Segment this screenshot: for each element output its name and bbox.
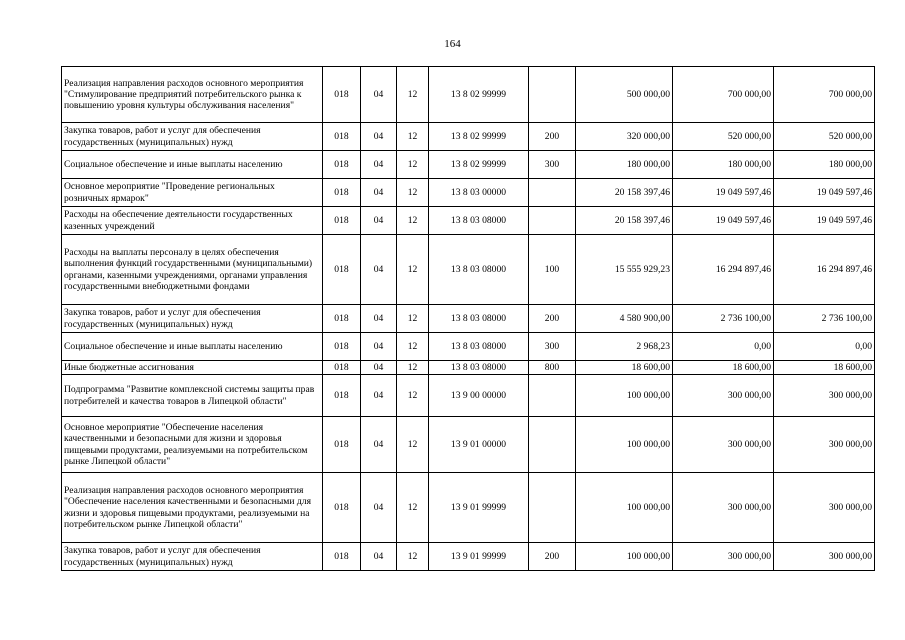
cell-grbs: 018 [323, 235, 361, 305]
cell-amount-year1: 4 580 900,00 [576, 305, 673, 333]
cell-expense-type: 300 [529, 151, 576, 179]
cell-grbs: 018 [323, 151, 361, 179]
cell-target-article: 13 8 03 08000 [429, 361, 529, 375]
table-row [62, 375, 875, 417]
cell-expense-type [529, 67, 576, 123]
cell-subsection: 12 [397, 179, 429, 207]
cell-grbs: 018 [323, 375, 361, 417]
table-row [62, 417, 875, 473]
cell-amount-year1: 20 158 397,46 [576, 207, 673, 235]
cell-amount-year3: 300 000,00 [774, 473, 875, 543]
cell-amount-year1: 180 000,00 [576, 151, 673, 179]
cell-amount-year2: 180 000,00 [673, 151, 774, 179]
table-row [62, 67, 875, 123]
cell-expense-type: 800 [529, 361, 576, 375]
cell-amount-year3: 2 736 100,00 [774, 305, 875, 333]
cell-amount-year3: 300 000,00 [774, 417, 875, 473]
page-number: 164 [444, 38, 461, 50]
cell-grbs: 018 [323, 207, 361, 235]
cell-target-article: 13 8 02 99999 [429, 151, 529, 179]
cell-expense-type [529, 179, 576, 207]
cell-amount-year3: 300 000,00 [774, 375, 875, 417]
cell-expense-type: 200 [529, 123, 576, 151]
cell-section: 04 [361, 179, 397, 207]
cell-subsection: 12 [397, 123, 429, 151]
cell-subsection: 12 [397, 473, 429, 543]
cell-target-article: 13 8 03 08000 [429, 235, 529, 305]
cell-amount-year3: 520 000,00 [774, 123, 875, 151]
cell-target-article: 13 8 03 08000 [429, 333, 529, 361]
cell-amount-year2: 300 000,00 [673, 473, 774, 543]
cell-expense-type [529, 473, 576, 543]
cell-amount-year2: 16 294 897,46 [673, 235, 774, 305]
row-description: Реализация направления расходов основного мероприятия "Обеспечение населения качественными и безопасными для жизни и здоровья пищевыми продуктами, реализуемыми на потребительском рынке Липецкой области" [62, 473, 323, 543]
cell-grbs: 018 [323, 361, 361, 375]
cell-expense-type [529, 417, 576, 473]
cell-section: 04 [361, 417, 397, 473]
table-row [62, 543, 875, 571]
cell-subsection: 12 [397, 235, 429, 305]
table-row [62, 151, 875, 179]
cell-amount-year1: 2 968,23 [576, 333, 673, 361]
row-description: Закупка товаров, работ и услуг для обеспечения государственных (муниципальных) нужд [62, 543, 323, 571]
cell-amount-year1: 500 000,00 [576, 67, 673, 123]
cell-subsection: 12 [397, 417, 429, 473]
cell-amount-year1: 20 158 397,46 [576, 179, 673, 207]
table-row [62, 333, 875, 361]
cell-subsection: 12 [397, 151, 429, 179]
cell-amount-year2: 300 000,00 [673, 417, 774, 473]
cell-grbs: 018 [323, 67, 361, 123]
row-description: Расходы на обеспечение деятельности государственных казенных учреждений [62, 207, 323, 235]
table-body [62, 67, 875, 571]
cell-expense-type: 200 [529, 543, 576, 571]
cell-grbs: 018 [323, 543, 361, 571]
cell-expense-type [529, 375, 576, 417]
cell-amount-year3: 19 049 597,46 [774, 207, 875, 235]
budget-table [61, 66, 875, 571]
cell-section: 04 [361, 375, 397, 417]
table-row [62, 207, 875, 235]
cell-section: 04 [361, 207, 397, 235]
row-description: Основное мероприятие "Обеспечение населения качественными и безопасными для жизни и здоровья пищевыми продуктами, реализуемыми на потребительском рынке Липецкой области" [62, 417, 323, 473]
cell-amount-year2: 300 000,00 [673, 543, 774, 571]
cell-amount-year1: 100 000,00 [576, 417, 673, 473]
cell-amount-year1: 100 000,00 [576, 473, 673, 543]
cell-amount-year1: 18 600,00 [576, 361, 673, 375]
row-description: Закупка товаров, работ и услуг для обеспечения государственных (муниципальных) нужд [62, 123, 323, 151]
cell-subsection: 12 [397, 375, 429, 417]
row-description: Закупка товаров, работ и услуг для обеспечения государственных (муниципальных) нужд [62, 305, 323, 333]
cell-amount-year3: 18 600,00 [774, 361, 875, 375]
row-description: Основное мероприятие "Проведение региональных розничных ярмарок" [62, 179, 323, 207]
cell-amount-year2: 18 600,00 [673, 361, 774, 375]
cell-grbs: 018 [323, 473, 361, 543]
cell-amount-year2: 19 049 597,46 [673, 179, 774, 207]
cell-target-article: 13 9 01 99999 [429, 473, 529, 543]
table-row [62, 123, 875, 151]
cell-amount-year1: 100 000,00 [576, 375, 673, 417]
cell-subsection: 12 [397, 543, 429, 571]
cell-amount-year1: 15 555 929,23 [576, 235, 673, 305]
cell-amount-year3: 300 000,00 [774, 543, 875, 571]
cell-target-article: 13 8 02 99999 [429, 123, 529, 151]
cell-target-article: 13 8 03 08000 [429, 207, 529, 235]
cell-section: 04 [361, 361, 397, 375]
table-row [62, 361, 875, 375]
cell-target-article: 13 8 02 99999 [429, 67, 529, 123]
cell-subsection: 12 [397, 361, 429, 375]
cell-amount-year3: 0,00 [774, 333, 875, 361]
cell-amount-year2: 0,00 [673, 333, 774, 361]
cell-amount-year1: 100 000,00 [576, 543, 673, 571]
cell-subsection: 12 [397, 333, 429, 361]
cell-amount-year2: 520 000,00 [673, 123, 774, 151]
cell-amount-year3: 700 000,00 [774, 67, 875, 123]
cell-grbs: 018 [323, 417, 361, 473]
cell-grbs: 018 [323, 123, 361, 151]
cell-section: 04 [361, 67, 397, 123]
cell-amount-year2: 300 000,00 [673, 375, 774, 417]
cell-section: 04 [361, 123, 397, 151]
row-description: Социальное обеспечение и иные выплаты населению [62, 151, 323, 179]
cell-target-article: 13 9 00 00000 [429, 375, 529, 417]
cell-expense-type [529, 207, 576, 235]
table-row [62, 179, 875, 207]
row-description: Реализация направления расходов основного мероприятия "Стимулирование предприятий потребительского рынка к повышению уровня культуры обслуживания населения" [62, 67, 323, 123]
cell-section: 04 [361, 333, 397, 361]
row-description: Расходы на выплаты персоналу в целях обеспечения выполнения функций государственными (муниципальными) органами, казенными учреждениями, органами управления государственными внебюджетными фондами [62, 235, 323, 305]
cell-amount-year2: 700 000,00 [673, 67, 774, 123]
cell-section: 04 [361, 543, 397, 571]
cell-expense-type: 300 [529, 333, 576, 361]
cell-amount-year2: 19 049 597,46 [673, 207, 774, 235]
cell-grbs: 018 [323, 305, 361, 333]
table-row [62, 473, 875, 543]
cell-section: 04 [361, 235, 397, 305]
cell-section: 04 [361, 473, 397, 543]
cell-grbs: 018 [323, 179, 361, 207]
cell-target-article: 13 8 03 00000 [429, 179, 529, 207]
cell-subsection: 12 [397, 67, 429, 123]
row-description: Социальное обеспечение и иные выплаты населению [62, 333, 323, 361]
cell-section: 04 [361, 305, 397, 333]
cell-amount-year3: 19 049 597,46 [774, 179, 875, 207]
cell-section: 04 [361, 151, 397, 179]
cell-grbs: 018 [323, 333, 361, 361]
cell-amount-year1: 320 000,00 [576, 123, 673, 151]
cell-amount-year2: 2 736 100,00 [673, 305, 774, 333]
cell-amount-year3: 180 000,00 [774, 151, 875, 179]
cell-subsection: 12 [397, 305, 429, 333]
row-description: Подпрограмма "Развитие комплексной системы защиты прав потребителей и качества товаров в Липецкой области" [62, 375, 323, 417]
cell-target-article: 13 8 03 08000 [429, 305, 529, 333]
cell-amount-year3: 16 294 897,46 [774, 235, 875, 305]
cell-target-article: 13 9 01 99999 [429, 543, 529, 571]
row-description: Иные бюджетные ассигнования [62, 361, 323, 375]
cell-expense-type: 100 [529, 235, 576, 305]
table-row [62, 305, 875, 333]
cell-subsection: 12 [397, 207, 429, 235]
cell-target-article: 13 9 01 00000 [429, 417, 529, 473]
table-row [62, 235, 875, 305]
cell-expense-type: 200 [529, 305, 576, 333]
